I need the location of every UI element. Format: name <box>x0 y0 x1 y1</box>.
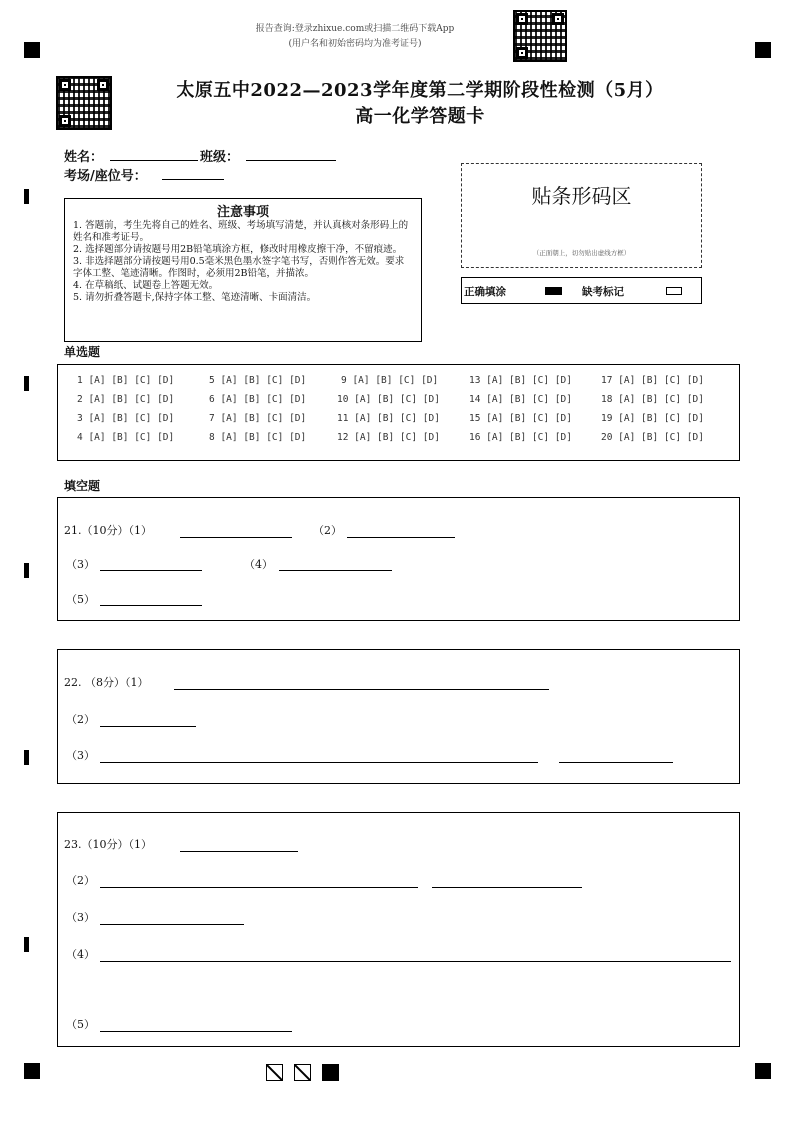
top-note <box>210 22 500 52</box>
q23-head: 23.（10分）（1） <box>64 838 152 851</box>
q23-part-4: （4） <box>66 948 95 961</box>
q21-part-5: （5） <box>66 593 95 606</box>
correct-fill-label: 正确填涂 <box>464 286 506 298</box>
notice-item: 1. 答题前，考生先将自己的姓名、班级、考场填写清楚，并认真核对条形码上的姓名和准考证号。 <box>73 220 409 243</box>
mc-item[interactable]: 13 [A] [B] [C] [D] <box>469 375 572 386</box>
notice-title: 注意事项 <box>216 205 269 220</box>
q21-part-2: （2） <box>313 524 342 537</box>
notice-item: 2. 选择题部分请按题号用2B铅笔填涂方框，修改时用橡皮擦干净，不留痕迹。 <box>73 244 403 255</box>
q21-answer-1[interactable] <box>180 537 292 538</box>
name-label: 姓名： <box>64 150 104 165</box>
side-mark <box>24 750 29 765</box>
qr-code-icon <box>56 76 112 130</box>
q22-answer-2[interactable] <box>100 726 196 727</box>
q21-answer-4[interactable] <box>279 570 392 571</box>
mc-item[interactable]: 9 [A] [B] [C] [D] <box>341 375 439 386</box>
corner-mark-bottom-left <box>24 1063 40 1079</box>
name-field[interactable] <box>110 160 198 161</box>
q22-part-2: （2） <box>66 713 95 726</box>
q21-answer-2[interactable] <box>347 537 455 538</box>
slash-box-icon <box>266 1064 283 1081</box>
q23-answer-1[interactable] <box>180 851 298 852</box>
top-note-line2: (用户名和初始密码均为准考证号) <box>288 39 422 49</box>
q23-part-5: （5） <box>66 1018 95 1031</box>
qr-code-icon <box>513 10 567 62</box>
mc-item[interactable]: 14 [A] [B] [C] [D] <box>469 394 572 405</box>
q22-answer-1[interactable] <box>174 689 549 690</box>
title-line1: 太原五中2022—2023学年度第二学期阶段性检测（5月） <box>176 80 664 101</box>
corner-mark-top-right <box>755 42 771 58</box>
fill-section-title: 填空题 <box>64 479 101 493</box>
q23-answer-3[interactable] <box>100 924 244 925</box>
q23-part-3: （3） <box>66 911 95 924</box>
q21-answer-5[interactable] <box>100 605 202 606</box>
mc-item[interactable]: 10 [A] [B] [C] [D] <box>337 394 440 405</box>
corner-mark-bottom-right <box>755 1063 771 1079</box>
seat-field[interactable] <box>162 179 224 180</box>
mc-item[interactable]: 6 [A] [B] [C] [D] <box>209 394 307 405</box>
q21-answer-3[interactable] <box>100 570 202 571</box>
mc-item[interactable]: 15 [A] [B] [C] [D] <box>469 413 572 424</box>
q23-answer-5[interactable] <box>100 1031 292 1032</box>
q22-answer-3a[interactable] <box>100 762 538 763</box>
q23-part-2: （2） <box>66 874 95 887</box>
q23-answer-2b[interactable] <box>432 887 582 888</box>
q21-answer-box <box>57 497 740 621</box>
side-mark <box>24 189 29 204</box>
barcode-area-title: 贴条形码区 <box>531 184 632 208</box>
q22-head: 22. （8分）（1） <box>64 676 149 689</box>
filled-box-icon <box>545 287 562 295</box>
mc-answer-box <box>57 364 740 461</box>
notice-item: 4. 在草稿纸、试题卷上答题无效。 <box>73 280 219 291</box>
page-title <box>140 78 700 130</box>
notice-item: 5. 请勿折叠答题卡,保持字体工整、笔迹清晰、卡面清洁。 <box>73 292 317 303</box>
barcode-area-hint: （正面朝上，切勿贴出虚线方框） <box>532 249 631 257</box>
notice-item: 3. 非选择题部分请按题号用0.5毫米黑色墨水签字笔书写，否则作答无效。要求字体工整、笔迹清晰。作图时，必须用2B铅笔，并描浓。 <box>73 256 405 279</box>
side-mark <box>24 563 29 578</box>
mc-item[interactable]: 17 [A] [B] [C] [D] <box>601 375 704 386</box>
mc-item[interactable]: 20 [A] [B] [C] [D] <box>601 432 704 443</box>
filled-box-icon <box>322 1064 339 1081</box>
slash-box-icon <box>294 1064 311 1081</box>
mc-section-title: 单选题 <box>64 345 101 359</box>
side-mark <box>24 937 29 952</box>
fill-legend <box>461 277 702 304</box>
mc-item[interactable]: 1 [A] [B] [C] [D] <box>77 375 175 386</box>
top-note-line1: 报告查询:登录zhixue.com或扫描二维码下载App <box>255 24 455 34</box>
mc-item[interactable]: 8 [A] [B] [C] [D] <box>209 432 307 443</box>
absent-mark-checkbox[interactable] <box>666 287 682 295</box>
q22-answer-3b[interactable] <box>559 762 673 763</box>
absent-mark-label: 缺考标记 <box>582 286 624 298</box>
q23-answer-box <box>57 812 740 1047</box>
q22-answer-box <box>57 649 740 784</box>
mc-item[interactable]: 18 [A] [B] [C] [D] <box>601 394 704 405</box>
q22-part-3: （3） <box>66 749 95 762</box>
q21-head: 21.（10分）（1） <box>64 524 152 537</box>
mc-item[interactable]: 16 [A] [B] [C] [D] <box>469 432 572 443</box>
seat-label: 考场/座位号： <box>64 169 147 184</box>
barcode-area <box>461 163 702 268</box>
mc-item[interactable]: 5 [A] [B] [C] [D] <box>209 375 307 386</box>
class-label: 班级： <box>200 150 240 165</box>
notice-box <box>64 198 422 342</box>
mc-item[interactable]: 11 [A] [B] [C] [D] <box>337 413 440 424</box>
mc-item[interactable]: 7 [A] [B] [C] [D] <box>209 413 307 424</box>
mc-item[interactable]: 3 [A] [B] [C] [D] <box>77 413 175 424</box>
mc-item[interactable]: 19 [A] [B] [C] [D] <box>601 413 704 424</box>
side-mark <box>24 376 29 391</box>
corner-mark-top-left <box>24 42 40 58</box>
title-line2: 高一化学答题卡 <box>355 106 485 127</box>
mc-item[interactable]: 4 [A] [B] [C] [D] <box>77 432 175 443</box>
class-field[interactable] <box>246 160 336 161</box>
q23-answer-4[interactable] <box>100 961 731 962</box>
mc-item[interactable]: 12 [A] [B] [C] [D] <box>337 432 440 443</box>
mc-item[interactable]: 2 [A] [B] [C] [D] <box>77 394 175 405</box>
q21-part-4: （4） <box>244 558 273 571</box>
q23-answer-2a[interactable] <box>100 887 418 888</box>
q21-part-3: （3） <box>66 558 95 571</box>
